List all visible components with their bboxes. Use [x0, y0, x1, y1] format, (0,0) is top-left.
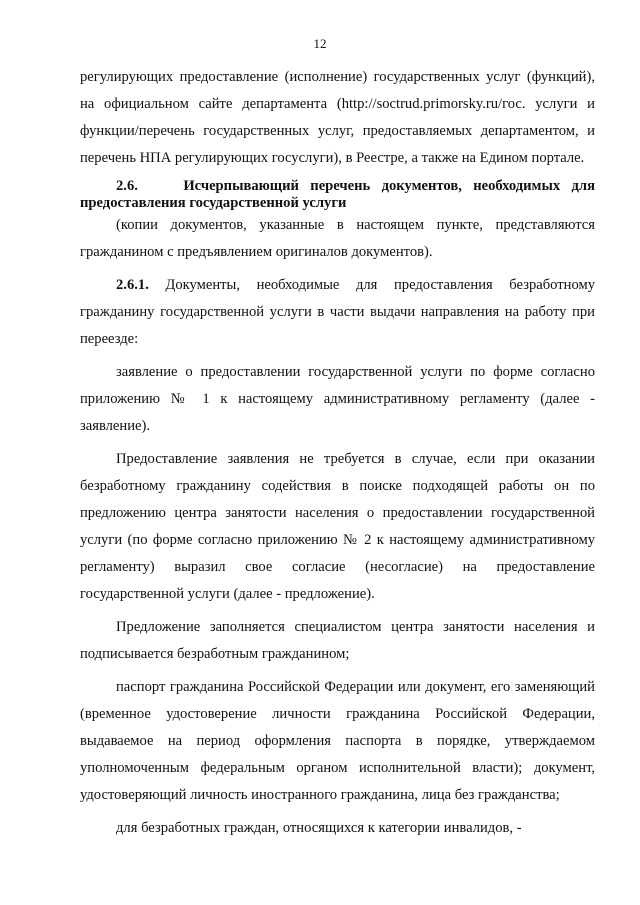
paragraph-sources-continued: регулирующих предоставление (исполнение) государственных услуг (функций), на официальном сайте департамента (http://soctrud.primorsky.ru/гос. услуги и функции/перечень государственных услуг, предоставляемых департаментом, и перечень НПА регулирующих госуслуги), в Реестре, а также на Едином портале.: [80, 69, 595, 166]
paragraph-copies-note: (копии документов, указанные в настоящем пункте, представляются гражданином с предъявлением оригиналов документов).: [80, 217, 595, 260]
subsection-text: Документы, необходимые для предоставления безработному гражданину государственной услуги в части выдачи направления на работу при переезде:: [80, 277, 596, 347]
section-title: Исчерпывающий перечень документов, необходимых для предоставления государственной услуги: [80, 178, 595, 211]
paragraph-application-exception: Предоставление заявления не требуется в случае, если при оказании безработному гражданину содействия в поиске подходящей работы он по предложению центра занятости населения о предоставлении государственной услуги (по форме согласно приложению № 2 к настоящему административному регламенту) выразил свое согласие (несогласие) на предоставление государственной услуги (далее - предложение).: [80, 451, 595, 602]
section-heading-2-6: [80, 178, 595, 212]
paragraph-passport: паспорт гражданина Российской Федерации или документ, его заменяющий (временное удостоверение личности гражданина Российской Федерации, выдаваемое на период оформления паспорта в порядке, утверждаемом уполномоченным федеральным органом исполнительной власти); документ, удостоверяющий личность иностранного гражданина, лица без гражданства;: [80, 679, 595, 803]
document-body: [80, 64, 595, 842]
subsection-number: 2.6.1.: [116, 277, 149, 293]
page-number: 12: [313, 36, 327, 51]
paragraph-proposal-filled: Предложение заполняется специалистом центра занятости населения и подписывается безработным гражданином;: [80, 619, 595, 662]
paragraph-disabled-citizens: для безработных граждан, относящихся к категории инвалидов, -: [116, 820, 522, 836]
section-number: 2.6.: [116, 178, 138, 194]
paragraph-application: заявление о предоставлении государственной услуги по форме согласно приложению № 1 к настоящему административному регламенту (далее - заявление).: [80, 364, 595, 434]
paragraph-2-6-1: [80, 272, 595, 353]
